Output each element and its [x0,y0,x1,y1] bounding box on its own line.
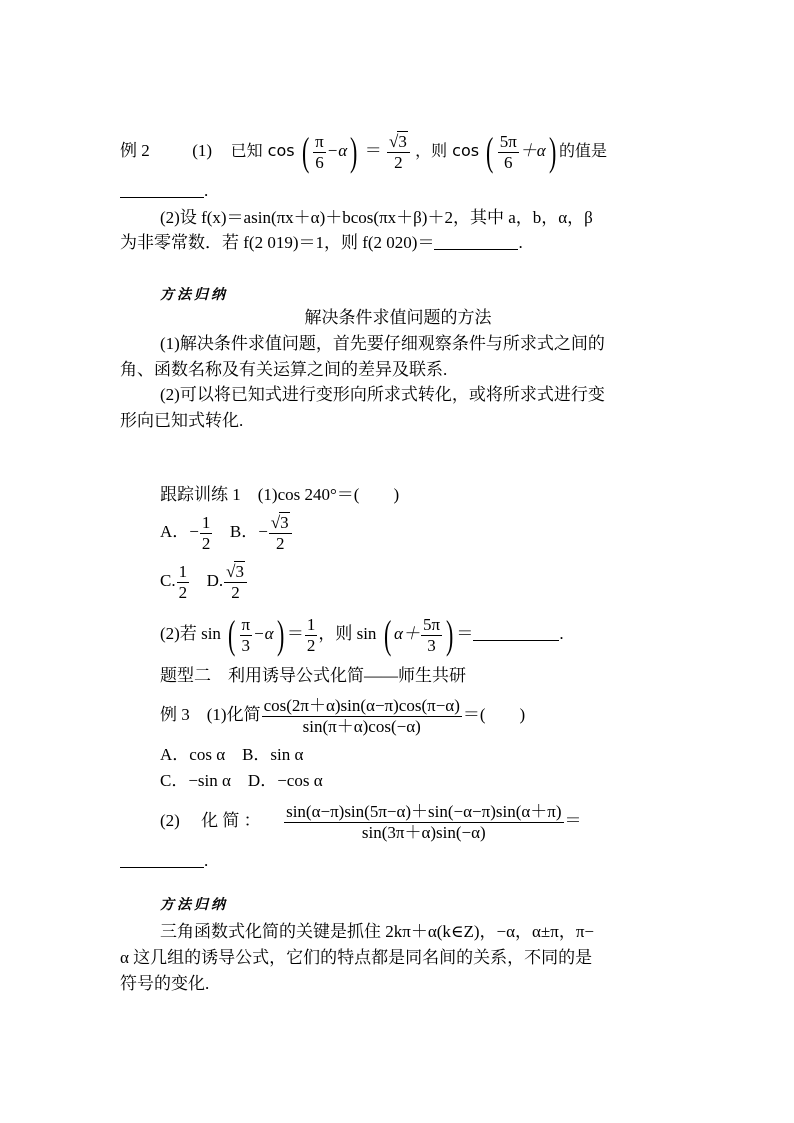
fraction-expression [284,802,563,843]
example-2-line-1 [120,129,676,175]
equals: ＝ [364,141,382,160]
options-a-b: A．cos α B．sin α [160,745,304,764]
text-segment: 的值是 [559,141,608,160]
denominator: sin(π＋α)cos(−α) [302,716,421,736]
expr: α＋ [394,624,420,643]
period: . [204,181,209,200]
numerator: 1 [201,512,211,532]
method-paragraph-line: 角、函数名称及有关运算之间的差异及联系. [120,360,448,379]
denominator: 2 [306,635,316,655]
method-summary-title: 解决条件求值问题的方法 [304,308,492,327]
answer-blank [434,232,518,250]
denominator: 2 [201,533,211,553]
fraction-one-half [200,513,213,554]
denominator: 2 [231,582,240,602]
right-paren: ) [446,612,454,658]
answer-blank [473,623,559,641]
equals: ＝ [456,624,474,643]
expr: −α [326,141,348,160]
method-paragraph-line: 形向已知式转化. [120,411,244,430]
radicand: 3 [398,131,407,151]
denominator: 2 [275,533,285,553]
numerator: π [315,131,324,151]
text-segment: ，则 sin [318,624,377,643]
option-b-label: B．− [229,522,268,541]
method-paragraph-line: α 这几组的诱导公式，它们的特点都是同名间的关系，不同的是 [120,948,593,967]
example-2-line-3: (2)设 f(x)＝asin(πx＋α)＋bcos(πx＋β)＋2，其中 a，b，α，β [160,208,593,227]
expr: −α [253,624,274,643]
fraction-5pi-over-3 [421,615,442,656]
method-paragraph-line: 符号的变化. [120,974,210,993]
answer-blank [120,850,204,868]
example-label: 例 2 [120,141,150,160]
denominator: 2 [394,152,403,172]
denominator: 6 [503,152,513,172]
numerator: 5π [422,614,441,634]
option-c-label: C. [160,571,176,590]
method-paragraph-line: 三角函数式化简的关键是抓住 2kπ＋α(k∈Z)，−α，α±π，π− [160,922,595,941]
expr: ＋α [519,141,546,160]
text-segment: ，则 cos [415,141,480,160]
fraction-sqrt3-over-2 [387,132,410,173]
example-2-line-2 [120,178,676,204]
example-3-answer-line [120,848,676,874]
answer-blank [120,180,204,198]
left-paren: ( [301,129,310,175]
denominator: 3 [241,635,251,655]
text-segment: 为非零常数．若 f(2 019)＝1，则 f(2 020)＝ [120,233,435,252]
numerator: √3 [224,562,247,583]
left-paren: ( [486,129,494,175]
right-paren: ) [276,612,284,658]
left-paren: ( [228,612,236,658]
fraction-sqrt3-over-2 [224,562,247,603]
practice-question-1: 跟踪训练 1 (1)cos 240°＝( ) [160,485,400,504]
right-paren: ) [350,129,358,175]
numerator: √3 [269,513,292,534]
text-segment: (2)若 sin [160,624,221,643]
method-summary-label: 方法归纳 [160,288,228,303]
text-segment: ＝( ) [462,705,526,724]
period: . [518,233,523,252]
left-paren: ( [383,612,392,658]
options-c-d: C．−sin α D．−cos α [160,771,323,790]
method-paragraph-line: (1)解决条件求值问题，首先要仔细观察条件与所求式之间的 [160,334,605,353]
fraction-expression [262,696,462,737]
fraction-one-half [305,615,318,656]
section-heading: 题型二 利用诱导公式化简——师生共研 [160,666,466,685]
radicand: 3 [235,561,244,581]
equals: ＝ [286,624,304,643]
numerator: π [241,614,251,634]
example-3-question-2 [160,796,716,846]
fraction-pi-over-3 [240,615,253,656]
denominator: 3 [427,635,436,655]
method-paragraph-line: (2)可以将已知式进行变形向所求式转化，或将所求式进行变 [160,385,605,404]
fraction-sqrt3-over-2 [269,513,292,554]
denominator: sin(3π＋α)sin(−α) [361,822,486,842]
numerator: 5π [499,131,517,151]
options-c-d [160,556,716,606]
numerator: cos(2π＋α)sin(α−π)cos(π−α) [263,695,460,715]
part-label: (1) [192,141,213,160]
options-a-b [160,508,716,556]
period: . [204,851,209,870]
numerator: 1 [306,614,316,634]
denominator: 2 [178,582,188,602]
text-segment: 例 3 (1)化简 [160,705,261,724]
example-3-question-1 [160,690,716,740]
text-segment: 已知 cos [230,141,295,160]
numerator: sin(α−π)sin(5π−α)＋sin(−α−π)sin(α＋π) [286,801,562,821]
radicand: 3 [280,512,289,532]
example-2-line-4 [120,230,676,256]
fraction-pi-over-6 [313,132,326,173]
practice-question-2 [160,610,716,658]
numerator: √3 [387,132,410,153]
fraction-5pi-over-6 [498,132,519,173]
option-d-label: D. [206,571,224,590]
right-paren: ) [548,129,557,175]
option-a-label: A．− [160,522,199,541]
denominator: 6 [315,152,324,172]
numerator: 1 [178,561,188,581]
equals: ＝ [564,811,582,830]
method-summary-label: 方法归纳 [160,898,228,913]
period: . [559,624,564,643]
fraction-one-half [177,562,190,603]
text-segment: (2) 化 简 ： [160,811,261,830]
